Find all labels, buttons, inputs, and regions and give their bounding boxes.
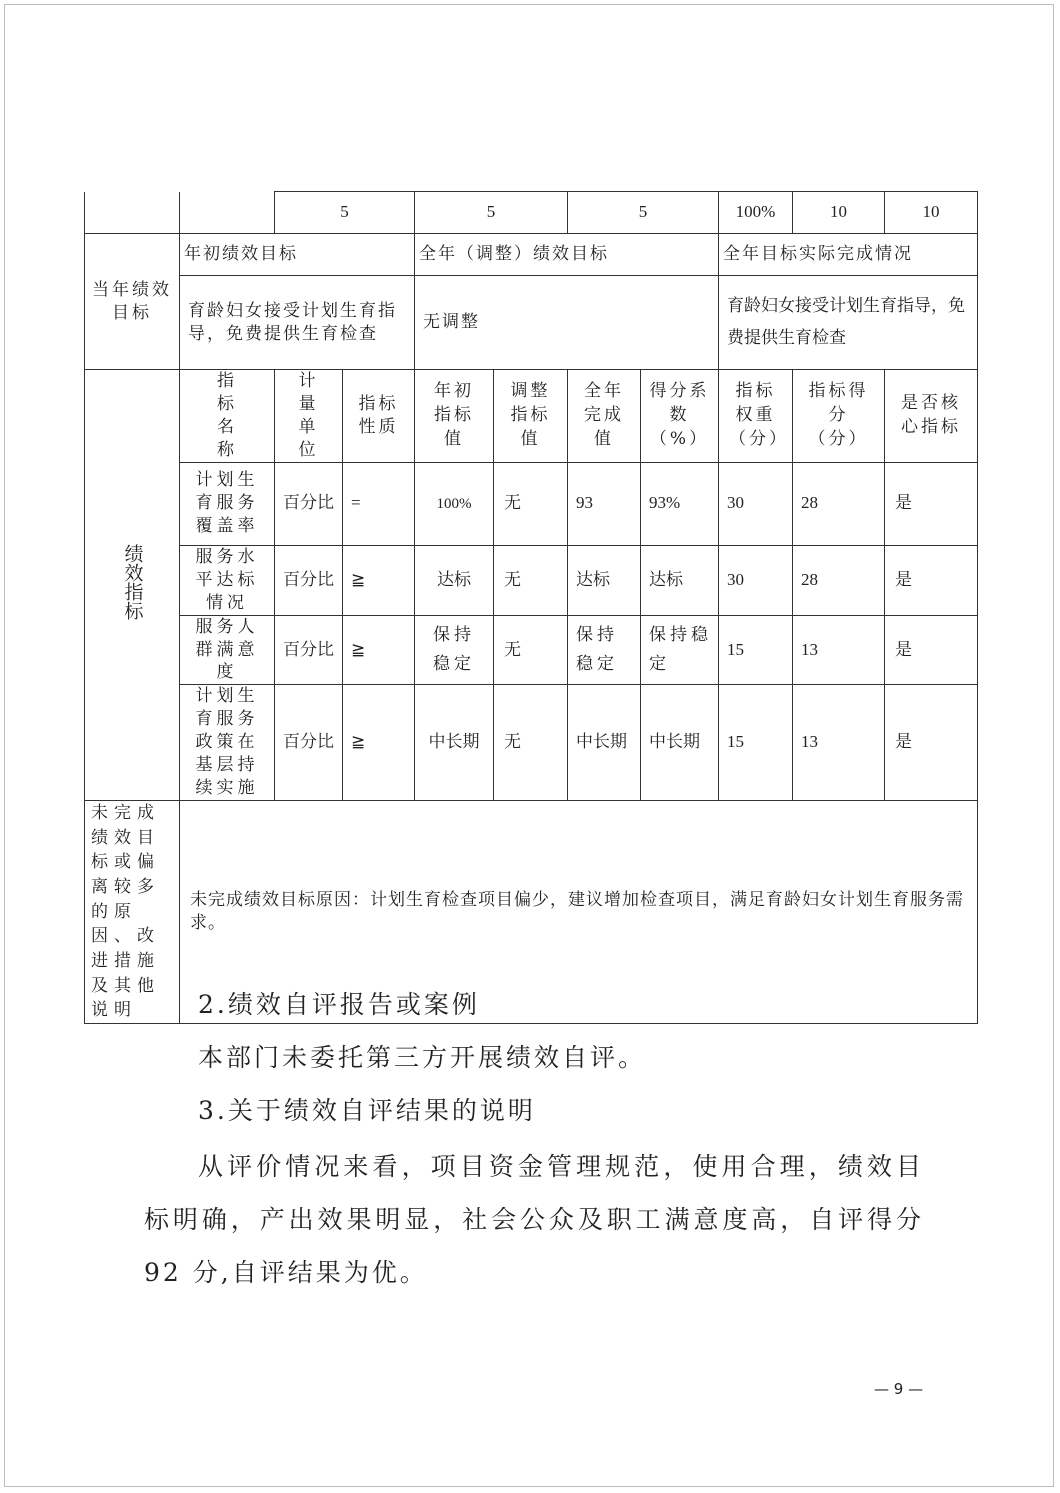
reason-text: 未完成绩效目标原因：计划生育检查项目偏少，建议增加检查项目，满足育龄妇女计划生育服务需求。 <box>180 801 978 1024</box>
indicator-coef: 保持稳定 <box>641 615 719 685</box>
indicator-header: 年初指标值 <box>415 370 494 463</box>
indicator-unit: 百分比 <box>275 462 343 545</box>
indicator-score: 28 <box>793 545 885 615</box>
indicator-completed: 保持稳定 <box>568 615 641 685</box>
indicator-header: 指标名称 <box>180 370 275 463</box>
indicator-row <box>85 462 978 545</box>
prev-row-cell: 10 <box>793 192 885 234</box>
indicator-section-label-text: 绩效指标 <box>121 543 144 620</box>
indicator-header: 是否核心指标 <box>885 370 978 463</box>
indicator-adjusted: 无 <box>494 462 568 545</box>
page-number: — 9 — <box>874 1380 924 1398</box>
indicator-weight: 30 <box>719 462 793 545</box>
indicator-unit: 百分比 <box>275 615 343 685</box>
indicator-row <box>85 615 978 685</box>
indicator-weight: 30 <box>719 545 793 615</box>
prev-row-cell: 5 <box>275 192 415 234</box>
section3-title: 3.关于绩效自评结果的说明 <box>198 1096 536 1125</box>
indicator-coef: 93% <box>641 462 719 545</box>
indicator-core: 是 <box>885 545 978 615</box>
performance-table <box>84 191 978 1024</box>
goal-value: 育龄妇女接受计划生育指导，免费提供生育检查 <box>719 276 978 370</box>
indicator-header: 得分系数（%） <box>641 370 719 463</box>
indicator-name: 计划生育服务政策在基层持续实施 <box>180 685 275 801</box>
indicator-adjusted: 无 <box>494 545 568 615</box>
reason-section-label: 未完成绩效目标或偏离较多的原因、改进措施及其他说明 <box>85 801 180 1024</box>
goal-header: 全年目标实际完成情况 <box>719 234 978 276</box>
prev-row <box>85 192 978 234</box>
section2-title: 2.绩效自评报告或案例 <box>198 990 480 1019</box>
prev-row-blank-2 <box>180 192 275 234</box>
indicator-completed: 93 <box>568 462 641 545</box>
goal-section-label: 当年绩效目标 <box>85 234 180 370</box>
indicator-initial: 达标 <box>415 545 494 615</box>
indicator-header: 指标性质 <box>343 370 415 463</box>
indicator-nature: = <box>343 462 415 545</box>
prev-row-cell: 100% <box>719 192 793 234</box>
goal-value: 育龄妇女接受计划生育指导，免费提供生育检查 <box>180 276 415 370</box>
indicator-header-row <box>85 370 978 463</box>
indicator-adjusted: 无 <box>494 615 568 685</box>
prev-row-cell: 10 <box>885 192 978 234</box>
indicator-header: 指标权重（分） <box>719 370 793 463</box>
indicator-core: 是 <box>885 615 978 685</box>
indicator-completed: 中长期 <box>568 685 641 801</box>
prev-row-cell: 5 <box>415 192 568 234</box>
goal-header: 全年（调整）绩效目标 <box>415 234 719 276</box>
goal-header-row <box>85 234 978 276</box>
indicator-score: 13 <box>793 615 885 685</box>
indicator-core: 是 <box>885 685 978 801</box>
indicator-section-label <box>85 370 180 801</box>
prev-row-cell: 5 <box>568 192 719 234</box>
indicator-adjusted: 无 <box>494 685 568 801</box>
indicator-row <box>85 545 978 615</box>
indicator-unit: 百分比 <box>275 545 343 615</box>
indicator-core: 是 <box>885 462 978 545</box>
indicator-nature: ≧ <box>343 615 415 685</box>
indicator-completed: 达标 <box>568 545 641 615</box>
indicator-score: 28 <box>793 462 885 545</box>
indicator-header: 计量单位 <box>275 370 343 463</box>
goal-value: 无调整 <box>415 276 719 370</box>
indicator-nature: ≧ <box>343 545 415 615</box>
indicator-weight: 15 <box>719 685 793 801</box>
indicator-header: 全年完成值 <box>568 370 641 463</box>
indicator-initial: 保持稳定 <box>415 615 494 685</box>
indicator-name: 计划生育服务覆盖率 <box>180 462 275 545</box>
indicator-name: 服务人群满意度 <box>180 615 275 685</box>
indicator-score: 13 <box>793 685 885 801</box>
indicator-coef: 中长期 <box>641 685 719 801</box>
indicator-nature: ≧ <box>343 685 415 801</box>
goal-value-row <box>85 276 978 370</box>
indicator-coef: 达标 <box>641 545 719 615</box>
indicator-weight: 15 <box>719 615 793 685</box>
indicator-initial: 100% <box>415 462 494 545</box>
indicator-name: 服务水平达标情况 <box>180 545 275 615</box>
section3-text: 从评价情况来看，项目资金管理规范，使用合理，绩效目标明确，产出效果明显，社会公众及职工满意度高，自评得分 92 分,自评结果为优。 <box>144 1152 924 1287</box>
prev-row-blank-1 <box>85 192 180 234</box>
indicator-row <box>85 685 978 801</box>
indicator-unit: 百分比 <box>275 685 343 801</box>
indicator-header: 调整指标值 <box>494 370 568 463</box>
section2-text: 本部门未委托第三方开展绩效自评。 <box>198 1043 647 1072</box>
indicator-header: 指标得分（分） <box>793 370 885 463</box>
goal-header: 年初绩效目标 <box>180 234 415 276</box>
indicator-initial: 中长期 <box>415 685 494 801</box>
